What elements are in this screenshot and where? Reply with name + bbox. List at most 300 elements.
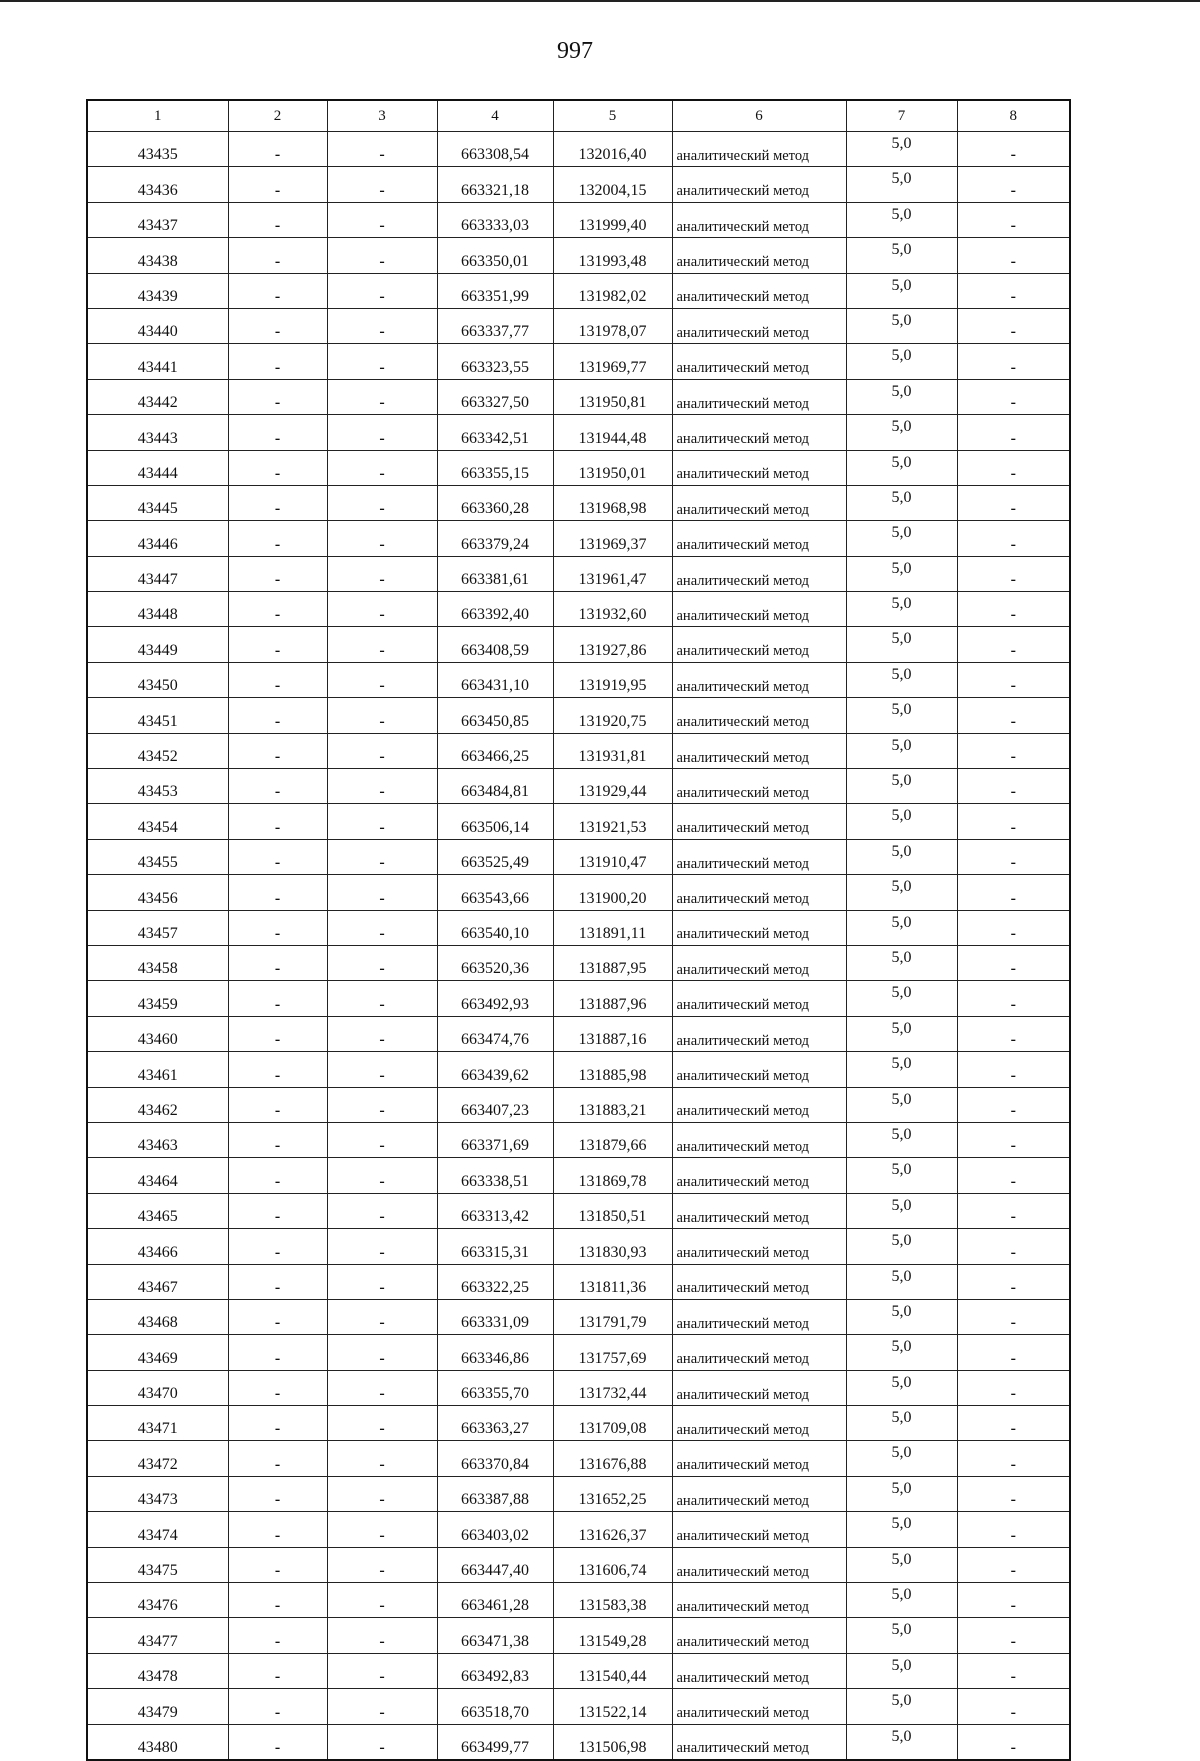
y-coordinate-cell: 131927,86 [553,627,672,662]
accuracy-cell: 5,0 [846,1689,957,1724]
col3-cell: - [327,167,437,202]
col3-cell: - [327,698,437,733]
x-coordinate-cell: 663492,83 [437,1653,553,1688]
accuracy-cell: 5,0 [846,698,957,733]
table-row [87,1583,1070,1618]
table-row [87,485,1070,520]
col3-cell: - [327,1512,437,1547]
table-row [87,1299,1070,1334]
table-row [87,1016,1070,1051]
x-coordinate-cell: 663520,36 [437,945,553,980]
point-number-cell: 43471 [87,1406,228,1441]
coordinates-table [86,99,1071,1761]
col3-cell: - [327,521,437,556]
y-coordinate-cell: 131932,60 [553,592,672,627]
accuracy-cell: 5,0 [846,379,957,414]
accuracy-cell: 5,0 [846,1370,957,1405]
accuracy-cell: 5,0 [846,1406,957,1441]
accuracy-cell: 5,0 [846,627,957,662]
x-coordinate-cell: 663466,25 [437,733,553,768]
point-number-cell: 43470 [87,1370,228,1405]
col8-cell: - [957,804,1070,839]
y-coordinate-cell: 131920,75 [553,698,672,733]
y-coordinate-cell: 131549,28 [553,1618,672,1653]
point-number-cell: 43473 [87,1476,228,1511]
method-cell: аналитический метод [672,308,846,343]
col3-cell: - [327,875,437,910]
table-row [87,1122,1070,1157]
column-header: 1 [87,100,228,132]
method-cell: аналитический метод [672,1406,846,1441]
col2-cell: - [228,1087,327,1122]
accuracy-cell: 5,0 [846,556,957,591]
col3-cell: - [327,1158,437,1193]
y-coordinate-cell: 131676,88 [553,1441,672,1476]
method-cell: аналитический метод [672,627,846,662]
col8-cell: - [957,1193,1070,1228]
x-coordinate-cell: 663323,55 [437,344,553,379]
col2-cell: - [228,1724,327,1760]
y-coordinate-cell: 131978,07 [553,308,672,343]
col2-cell: - [228,1547,327,1582]
col2-cell: - [228,875,327,910]
col3-cell: - [327,344,437,379]
table-row [87,875,1070,910]
col2-cell: - [228,238,327,273]
col8-cell: - [957,839,1070,874]
x-coordinate-cell: 663484,81 [437,769,553,804]
table-row [87,1087,1070,1122]
method-cell: аналитический метод [672,1547,846,1582]
table-row [87,1193,1070,1228]
table-row [87,698,1070,733]
col2-cell: - [228,1583,327,1618]
point-number-cell: 43475 [87,1547,228,1582]
col8-cell: - [957,308,1070,343]
y-coordinate-cell: 131969,77 [553,344,672,379]
x-coordinate-cell: 663381,61 [437,556,553,591]
method-cell: аналитический метод [672,592,846,627]
col2-cell: - [228,769,327,804]
point-number-cell: 43480 [87,1724,228,1760]
accuracy-cell: 5,0 [846,804,957,839]
method-cell: аналитический метод [672,202,846,237]
y-coordinate-cell: 131910,47 [553,839,672,874]
method-cell: аналитический метод [672,981,846,1016]
col8-cell: - [957,485,1070,520]
col8-cell: - [957,1441,1070,1476]
col3-cell: - [327,450,437,485]
col2-cell: - [228,308,327,343]
col3-cell: - [327,1618,437,1653]
y-coordinate-cell: 131919,95 [553,662,672,697]
x-coordinate-cell: 663322,25 [437,1264,553,1299]
method-cell: аналитический метод [672,1476,846,1511]
method-cell: аналитический метод [672,1229,846,1264]
table-row [87,521,1070,556]
x-coordinate-cell: 663315,31 [437,1229,553,1264]
y-coordinate-cell: 131732,44 [553,1370,672,1405]
table-row [87,556,1070,591]
col3-cell: - [327,1264,437,1299]
col3-cell: - [327,273,437,308]
table-row [87,415,1070,450]
accuracy-cell: 5,0 [846,1158,957,1193]
point-number-cell: 43448 [87,592,228,627]
point-number-cell: 43450 [87,662,228,697]
x-coordinate-cell: 663342,51 [437,415,553,450]
point-number-cell: 43472 [87,1441,228,1476]
method-cell: аналитический метод [672,945,846,980]
method-cell: аналитический метод [672,415,846,450]
col8-cell: - [957,910,1070,945]
point-number-cell: 43466 [87,1229,228,1264]
col2-cell: - [228,698,327,733]
table-body [87,132,1070,1760]
x-coordinate-cell: 663461,28 [437,1583,553,1618]
table-row [87,1547,1070,1582]
accuracy-cell: 5,0 [846,1441,957,1476]
col8-cell: - [957,132,1070,167]
col3-cell: - [327,1016,437,1051]
col8-cell: - [957,415,1070,450]
y-coordinate-cell: 131969,37 [553,521,672,556]
method-cell: аналитический метод [672,1724,846,1760]
table-row [87,1476,1070,1511]
x-coordinate-cell: 663355,15 [437,450,553,485]
x-coordinate-cell: 663338,51 [437,1158,553,1193]
table-row [87,308,1070,343]
col8-cell: - [957,1689,1070,1724]
col8-cell: - [957,733,1070,768]
col8-cell: - [957,1618,1070,1653]
col2-cell: - [228,1299,327,1334]
x-coordinate-cell: 663499,77 [437,1724,553,1760]
col2-cell: - [228,627,327,662]
col3-cell: - [327,1476,437,1511]
col2-cell: - [228,910,327,945]
col2-cell: - [228,733,327,768]
accuracy-cell: 5,0 [846,945,957,980]
column-header: 6 [672,100,846,132]
x-coordinate-cell: 663360,28 [437,485,553,520]
y-coordinate-cell: 131944,48 [553,415,672,450]
y-coordinate-cell: 131626,37 [553,1512,672,1547]
point-number-cell: 43455 [87,839,228,874]
table-row [87,273,1070,308]
y-coordinate-cell: 131583,38 [553,1583,672,1618]
x-coordinate-cell: 663518,70 [437,1689,553,1724]
x-coordinate-cell: 663313,42 [437,1193,553,1228]
y-coordinate-cell: 131929,44 [553,769,672,804]
accuracy-cell: 5,0 [846,1087,957,1122]
table-row [87,945,1070,980]
table-row [87,1052,1070,1087]
y-coordinate-cell: 131921,53 [553,804,672,839]
table-row [87,132,1070,167]
table-row [87,662,1070,697]
point-number-cell: 43441 [87,344,228,379]
x-coordinate-cell: 663331,09 [437,1299,553,1334]
col8-cell: - [957,556,1070,591]
col8-cell: - [957,662,1070,697]
x-coordinate-cell: 663363,27 [437,1406,553,1441]
point-number-cell: 43467 [87,1264,228,1299]
col2-cell: - [228,450,327,485]
col3-cell: - [327,1689,437,1724]
col2-cell: - [228,1264,327,1299]
y-coordinate-cell: 131850,51 [553,1193,672,1228]
method-cell: аналитический метод [672,1370,846,1405]
col8-cell: - [957,592,1070,627]
col2-cell: - [228,415,327,450]
col8-cell: - [957,1335,1070,1370]
table-row [87,1441,1070,1476]
y-coordinate-cell: 131887,16 [553,1016,672,1051]
table-row [87,1264,1070,1299]
y-coordinate-cell: 131540,44 [553,1653,672,1688]
col3-cell: - [327,662,437,697]
table-row [87,1406,1070,1441]
top-rule [0,0,1200,2]
accuracy-cell: 5,0 [846,1052,957,1087]
col8-cell: - [957,1016,1070,1051]
method-cell: аналитический метод [672,1016,846,1051]
x-coordinate-cell: 663346,86 [437,1335,553,1370]
accuracy-cell: 5,0 [846,839,957,874]
accuracy-cell: 5,0 [846,450,957,485]
x-coordinate-cell: 663506,14 [437,804,553,839]
col3-cell: - [327,1299,437,1334]
col2-cell: - [228,945,327,980]
x-coordinate-cell: 663447,40 [437,1547,553,1582]
method-cell: аналитический метод [672,521,846,556]
x-coordinate-cell: 663371,69 [437,1122,553,1157]
x-coordinate-cell: 663379,24 [437,521,553,556]
accuracy-cell: 5,0 [846,910,957,945]
x-coordinate-cell: 663492,93 [437,981,553,1016]
accuracy-cell: 5,0 [846,1724,957,1760]
accuracy-cell: 5,0 [846,981,957,1016]
point-number-cell: 43477 [87,1618,228,1653]
col2-cell: - [228,1653,327,1688]
col8-cell: - [957,1052,1070,1087]
col2-cell: - [228,1229,327,1264]
accuracy-cell: 5,0 [846,273,957,308]
col8-cell: - [957,1653,1070,1688]
point-number-cell: 43451 [87,698,228,733]
col8-cell: - [957,1229,1070,1264]
table-row [87,379,1070,414]
col2-cell: - [228,521,327,556]
col3-cell: - [327,592,437,627]
y-coordinate-cell: 131879,66 [553,1122,672,1157]
col2-cell: - [228,1370,327,1405]
accuracy-cell: 5,0 [846,521,957,556]
column-header: 2 [228,100,327,132]
col8-cell: - [957,1547,1070,1582]
point-number-cell: 43449 [87,627,228,662]
method-cell: аналитический метод [672,273,846,308]
method-cell: аналитический метод [672,1583,846,1618]
y-coordinate-cell: 132016,40 [553,132,672,167]
method-cell: аналитический метод [672,1052,846,1087]
accuracy-cell: 5,0 [846,875,957,910]
header-row [87,100,1070,132]
col2-cell: - [228,202,327,237]
point-number-cell: 43447 [87,556,228,591]
col2-cell: - [228,1618,327,1653]
x-coordinate-cell: 663355,70 [437,1370,553,1405]
col3-cell: - [327,1583,437,1618]
accuracy-cell: 5,0 [846,1547,957,1582]
col2-cell: - [228,1476,327,1511]
table-row [87,1653,1070,1688]
table-row [87,592,1070,627]
page-number: 997 [557,38,593,64]
x-coordinate-cell: 663308,54 [437,132,553,167]
y-coordinate-cell: 131791,79 [553,1299,672,1334]
method-cell: аналитический метод [672,167,846,202]
point-number-cell: 43462 [87,1087,228,1122]
col3-cell: - [327,1441,437,1476]
method-cell: аналитический метод [672,1689,846,1724]
y-coordinate-cell: 131887,95 [553,945,672,980]
col3-cell: - [327,485,437,520]
col8-cell: - [957,1264,1070,1299]
col3-cell: - [327,627,437,662]
point-number-cell: 43460 [87,1016,228,1051]
col2-cell: - [228,839,327,874]
col2-cell: - [228,592,327,627]
col3-cell: - [327,1335,437,1370]
col3-cell: - [327,1122,437,1157]
y-coordinate-cell: 131869,78 [553,1158,672,1193]
col2-cell: - [228,273,327,308]
y-coordinate-cell: 131950,01 [553,450,672,485]
method-cell: аналитический метод [672,1193,846,1228]
col2-cell: - [228,1406,327,1441]
accuracy-cell: 5,0 [846,238,957,273]
point-number-cell: 43438 [87,238,228,273]
col2-cell: - [228,167,327,202]
point-number-cell: 43446 [87,521,228,556]
point-number-cell: 43443 [87,415,228,450]
table-row [87,769,1070,804]
table-row [87,238,1070,273]
accuracy-cell: 5,0 [846,1512,957,1547]
column-header: 8 [957,100,1070,132]
method-cell: аналитический метод [672,698,846,733]
table-row [87,910,1070,945]
x-coordinate-cell: 663450,85 [437,698,553,733]
method-cell: аналитический метод [672,769,846,804]
accuracy-cell: 5,0 [846,1618,957,1653]
accuracy-cell: 5,0 [846,769,957,804]
accuracy-cell: 5,0 [846,1264,957,1299]
method-cell: аналитический метод [672,910,846,945]
method-cell: аналитический метод [672,1441,846,1476]
col8-cell: - [957,521,1070,556]
method-cell: аналитический метод [672,1158,846,1193]
col3-cell: - [327,1052,437,1087]
accuracy-cell: 5,0 [846,592,957,627]
col3-cell: - [327,238,437,273]
col2-cell: - [228,132,327,167]
y-coordinate-cell: 131961,47 [553,556,672,591]
col3-cell: - [327,202,437,237]
col3-cell: - [327,804,437,839]
col2-cell: - [228,556,327,591]
y-coordinate-cell: 131652,25 [553,1476,672,1511]
method-cell: аналитический метод [672,662,846,697]
point-number-cell: 43468 [87,1299,228,1334]
method-cell: аналитический метод [672,1335,846,1370]
col8-cell: - [957,344,1070,379]
col8-cell: - [957,1406,1070,1441]
table-row [87,1724,1070,1760]
x-coordinate-cell: 663474,76 [437,1016,553,1051]
table-row [87,167,1070,202]
col2-cell: - [228,1158,327,1193]
y-coordinate-cell: 132004,15 [553,167,672,202]
col2-cell: - [228,344,327,379]
table-row [87,839,1070,874]
table-row [87,1158,1070,1193]
accuracy-cell: 5,0 [846,662,957,697]
method-cell: аналитический метод [672,485,846,520]
table-row [87,1512,1070,1547]
col3-cell: - [327,981,437,1016]
col2-cell: - [228,1122,327,1157]
x-coordinate-cell: 663439,62 [437,1052,553,1087]
col2-cell: - [228,485,327,520]
y-coordinate-cell: 131757,69 [553,1335,672,1370]
table-row [87,1370,1070,1405]
col2-cell: - [228,1335,327,1370]
col3-cell: - [327,945,437,980]
table-row [87,1618,1070,1653]
col8-cell: - [957,1583,1070,1618]
x-coordinate-cell: 663540,10 [437,910,553,945]
accuracy-cell: 5,0 [846,1476,957,1511]
point-number-cell: 43474 [87,1512,228,1547]
point-number-cell: 43469 [87,1335,228,1370]
accuracy-cell: 5,0 [846,1122,957,1157]
y-coordinate-cell: 131506,98 [553,1724,672,1760]
y-coordinate-cell: 131709,08 [553,1406,672,1441]
accuracy-cell: 5,0 [846,1229,957,1264]
col8-cell: - [957,167,1070,202]
col3-cell: - [327,1370,437,1405]
point-number-cell: 43464 [87,1158,228,1193]
method-cell: аналитический метод [672,733,846,768]
method-cell: аналитический метод [672,556,846,591]
method-cell: аналитический метод [672,1512,846,1547]
point-number-cell: 43457 [87,910,228,945]
table-row [87,450,1070,485]
col3-cell: - [327,556,437,591]
col8-cell: - [957,1158,1070,1193]
table-row [87,981,1070,1016]
col8-cell: - [957,1512,1070,1547]
method-cell: аналитический метод [672,875,846,910]
col8-cell: - [957,202,1070,237]
y-coordinate-cell: 131885,98 [553,1052,672,1087]
point-number-cell: 43440 [87,308,228,343]
x-coordinate-cell: 663403,02 [437,1512,553,1547]
column-header: 7 [846,100,957,132]
